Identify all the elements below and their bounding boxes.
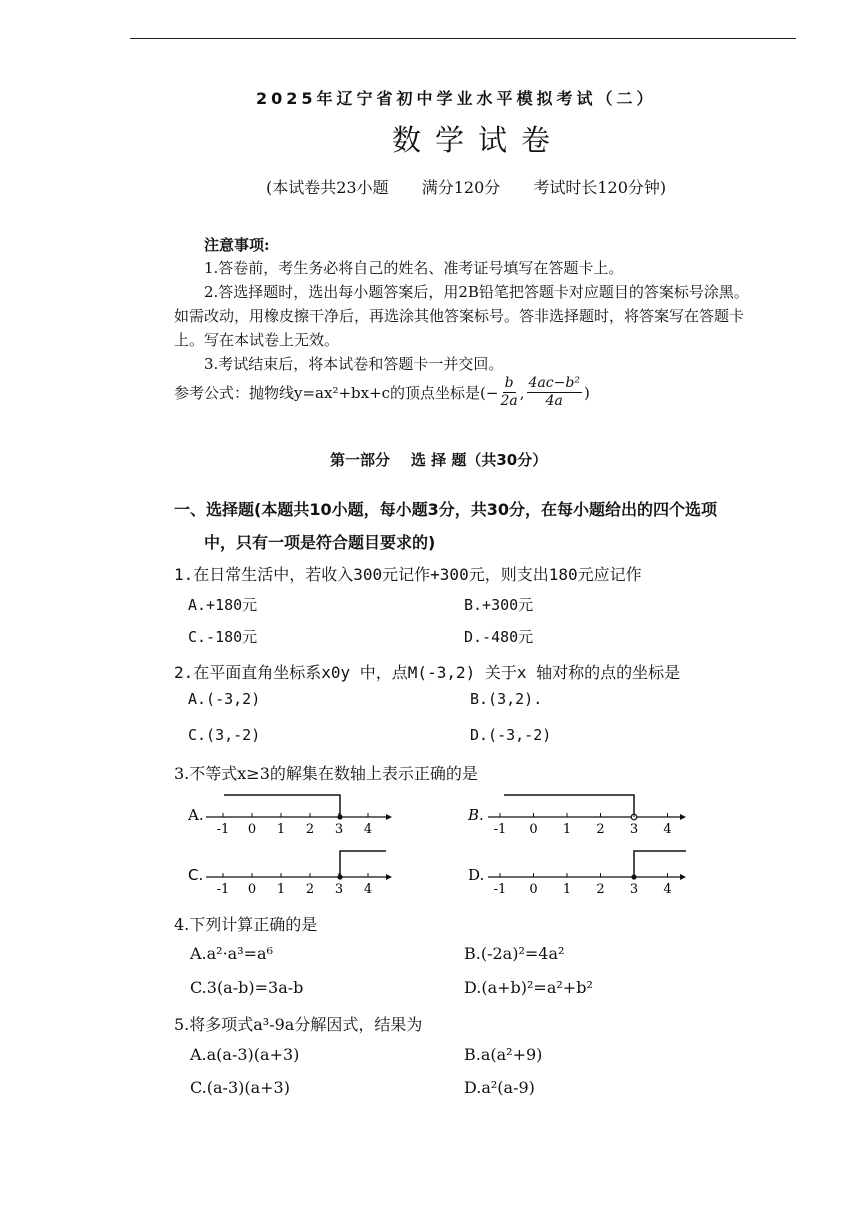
tick-label: 2 bbox=[305, 822, 315, 837]
number-line-b bbox=[466, 787, 688, 839]
tick-label: 1 bbox=[276, 822, 286, 837]
notes-item-1: 1.答卷前，考生务必将自己的姓名、准考证号填写在答题卡上。 bbox=[204, 259, 624, 277]
question-5-option-b: B.a(a²+9) bbox=[464, 1045, 543, 1064]
exam-title: 数学试卷 bbox=[392, 123, 565, 157]
question-3-option-c bbox=[186, 847, 392, 895]
formula-fraction-x bbox=[501, 375, 518, 410]
solution-bracket-right bbox=[634, 851, 686, 877]
tick-label: 3 bbox=[629, 882, 639, 895]
question-4-option-d: D.(a+b)²=a²+b² bbox=[464, 978, 593, 997]
reference-formula bbox=[174, 375, 590, 410]
exam-subtitle: 2025年辽宁省初中学业水平模拟考试（二） bbox=[256, 89, 657, 108]
solid-point bbox=[337, 814, 342, 819]
formula-fraction-x-denominator: 2a bbox=[500, 393, 518, 409]
tick-label: 3 bbox=[334, 822, 344, 837]
question-3-option-c-label: C. bbox=[188, 866, 204, 884]
question-2-option-b: B.(3,2). bbox=[470, 690, 543, 708]
question-4-option-a: A.a²·a³=a⁶ bbox=[190, 944, 273, 963]
notes-item-2-line-2: 如需改动，用橡皮擦干净后，再选涂其他答案标号。答非选择题时，将答案写在答题卡 bbox=[174, 307, 745, 325]
formula-fraction-x-numerator: b bbox=[504, 375, 514, 391]
axis-arrow bbox=[680, 814, 686, 820]
question-5-option-a: A.a(a-3)(a+3) bbox=[190, 1045, 300, 1064]
question-4-option-c: C.3(a-b)=3a-b bbox=[190, 978, 304, 997]
section-one-instructions-line-2: 中，只有一项是符合题目要求的) bbox=[204, 533, 436, 552]
formula-minus: − bbox=[485, 383, 499, 402]
tick-label: 0 bbox=[529, 882, 538, 895]
solid-point bbox=[337, 874, 342, 879]
tick-label: 1 bbox=[276, 882, 286, 895]
formula-fraction-y-denominator: 4a bbox=[545, 393, 563, 409]
question-1-option-c: C.-180元 bbox=[188, 628, 258, 646]
axis-arrow bbox=[680, 874, 686, 880]
exam-info bbox=[266, 175, 666, 198]
tick-label: 2 bbox=[596, 822, 605, 837]
tick-label: 3 bbox=[629, 822, 639, 837]
question-1-option-a: A.+180元 bbox=[188, 596, 258, 614]
formula-prefix: 参考公式：抛物线y=ax²+bx+c的顶点坐标是( bbox=[174, 384, 486, 402]
tick-label: 4 bbox=[663, 882, 672, 895]
tick-label: 4 bbox=[363, 882, 373, 895]
question-3-option-d bbox=[466, 847, 688, 895]
notes-heading: 注意事项: bbox=[204, 236, 270, 254]
tick-label: 1 bbox=[562, 882, 572, 895]
notes-item-3: 3.考试结束后，将本试卷和答题卡一并交回。 bbox=[204, 355, 504, 373]
tick-label: 1 bbox=[562, 822, 572, 837]
number-line-d bbox=[466, 847, 688, 895]
formula-comma: , bbox=[519, 383, 525, 402]
exam-info-score: 满分120分 bbox=[421, 178, 501, 197]
solution-bracket-left bbox=[224, 795, 340, 817]
question-2-option-d: D.(-3,-2) bbox=[470, 726, 552, 744]
tick-label: -1 bbox=[216, 882, 230, 895]
tick-label: 0 bbox=[247, 882, 257, 895]
question-1-stem: 1.在日常生活中，若收入300元记作+300元，则支出180元应记作 bbox=[174, 565, 642, 584]
notes-item-2-line-3: 上。写在本试卷上无效。 bbox=[174, 331, 340, 349]
tick-label: 2 bbox=[596, 882, 605, 895]
tick-label: -1 bbox=[493, 882, 507, 895]
question-3-option-a bbox=[186, 787, 392, 839]
question-2-stem: 2.在平面直角坐标系x0y 中，点M(-3,2) 关于x 轴对称的点的坐标是 bbox=[174, 663, 681, 682]
question-3-option-b bbox=[466, 787, 688, 839]
tick-label: 0 bbox=[529, 822, 538, 837]
solution-bracket-left bbox=[504, 795, 634, 817]
axis-arrow bbox=[386, 874, 392, 880]
formula-fraction-y bbox=[527, 375, 582, 410]
question-3-option-a-label: A. bbox=[188, 806, 204, 824]
question-2-option-a: A.(-3,2) bbox=[188, 690, 261, 708]
tick-label: -1 bbox=[216, 822, 230, 837]
solution-bracket-right bbox=[340, 851, 386, 877]
number-line-c bbox=[186, 847, 392, 895]
notes-item-2-line-1: 2.答选择题时，选出每小题答案后，用2B铅笔把答题卡对应题目的答案标号涂黑。 bbox=[204, 283, 749, 301]
question-4-option-b: B.(-2a)²=4a² bbox=[464, 944, 565, 963]
tick-label: 3 bbox=[334, 882, 344, 895]
axis-arrow bbox=[386, 814, 392, 820]
question-3-option-b-label: B. bbox=[468, 806, 484, 824]
tick-label: 2 bbox=[305, 882, 315, 895]
exam-info-questions: (本试卷共23小题 bbox=[266, 178, 389, 197]
question-4-stem: 4.下列计算正确的是 bbox=[174, 915, 318, 934]
question-1-option-d: D.-480元 bbox=[464, 628, 534, 646]
question-2-option-c: C.(3,-2) bbox=[188, 726, 261, 744]
top-rule bbox=[130, 38, 796, 39]
section-one-instructions-line-1: 一、选择题(本题共10小题，每小题3分，共30分，在每小题给出的四个选项 bbox=[174, 500, 717, 519]
formula-suffix: ) bbox=[583, 383, 590, 402]
part-one-heading: 第一部分 选 择 题（共30分） bbox=[330, 451, 548, 469]
tick-label: 4 bbox=[363, 822, 373, 837]
tick-label: 0 bbox=[247, 822, 257, 837]
question-5-option-d: D.a²(a-9) bbox=[464, 1078, 535, 1097]
tick-label: -1 bbox=[493, 822, 507, 837]
question-3-option-d-label: D. bbox=[468, 866, 485, 884]
tick-label: 4 bbox=[663, 822, 672, 837]
question-5-stem: 5.将多项式a³-9a分解因式，结果为 bbox=[174, 1015, 423, 1034]
question-1-option-b: B.+300元 bbox=[464, 596, 534, 614]
formula-fraction-y-numerator: 4ac−b² bbox=[528, 375, 580, 391]
number-line-a bbox=[186, 787, 392, 839]
question-5-option-c: C.(a-3)(a+3) bbox=[190, 1078, 290, 1097]
question-3-stem: 3.不等式x≥3的解集在数轴上表示正确的是 bbox=[174, 764, 478, 783]
exam-info-time: 考试时长120分钟) bbox=[533, 178, 667, 197]
